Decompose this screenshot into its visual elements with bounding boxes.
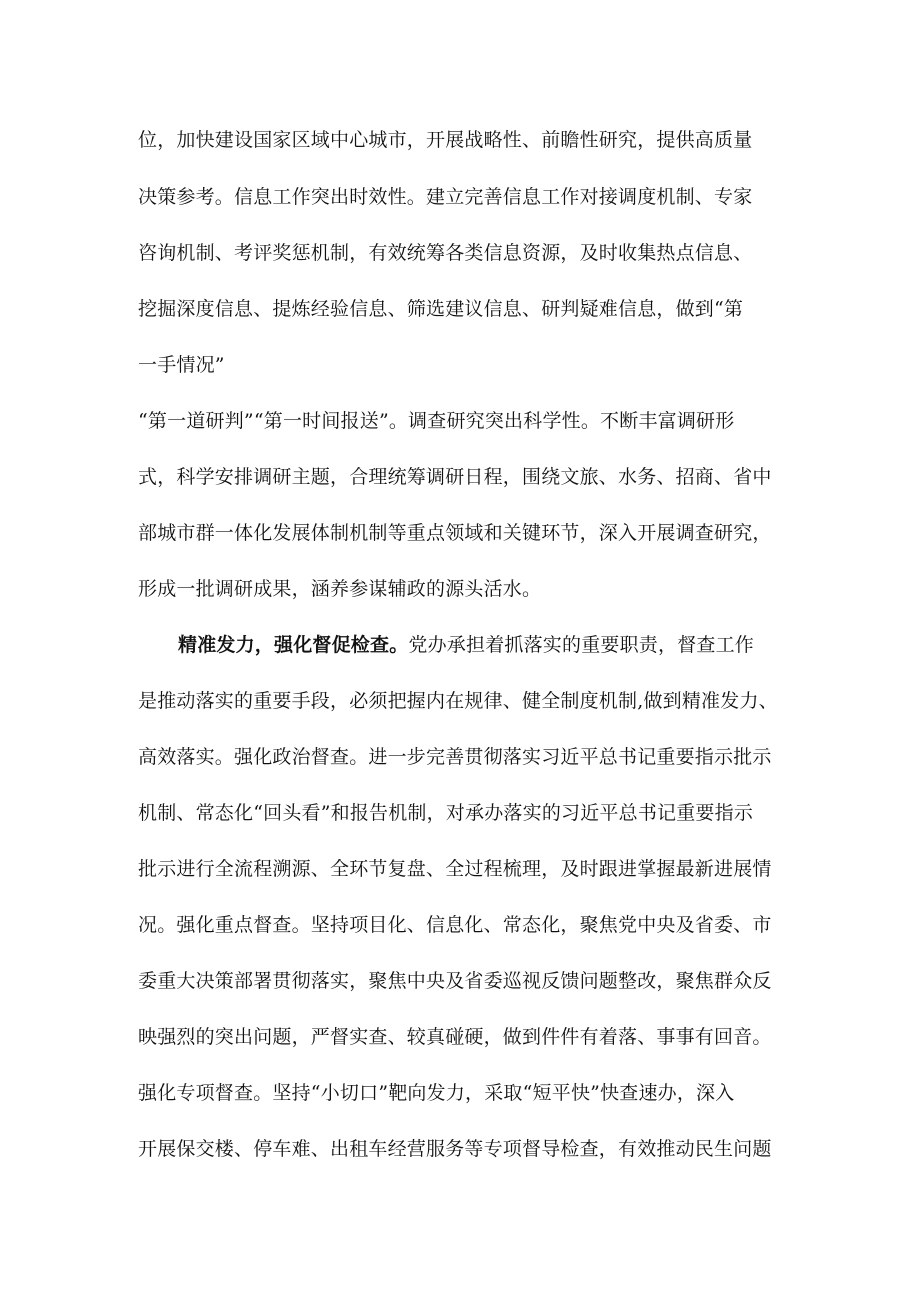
text-line: 映强烈的突出问题，严督实查、较真碰硬，做到件件有着落、事事有回音。 [138,1026,772,1048]
text-line: 委重大决策部署贯彻落实，聚焦中央及省委巡视反馈问题整改，聚焦群众反 [138,970,772,992]
text-line: 高效落实。强化政治督查。进一步完善贯彻落实习近平总书记重要指示批示 [138,746,772,768]
text-line: 批示进行全流程溯源、全环节复盘、全过程梳理，及时跟进掌握最新进展情 [138,858,772,880]
text-line: 是推动落实的重要手段，必须把握内在规律、健全制度机制,做到精准发力、 [138,690,778,712]
text-line: 咨询机制、考评奖惩机制，有效统筹各类信息资源，及时收集热点信息、 [138,242,753,264]
text-line: 一手情况” [138,354,225,376]
text-line: 决策参考。信息工作突出时效性。建立完善信息工作对接调度机制、专家 [138,186,753,208]
text-line: 机制、常态化“回头看”和报告机制，对承办落实的习近平总书记重要指示 [138,802,754,824]
text-line: 形成一批调研成果，涵养参谋辅政的源头活水。 [138,578,542,600]
text-line: “第一道研判”“第一时间报送”。调查研究突出科学性。不断丰富调研形 [138,410,735,432]
paragraph-heading-line [178,633,754,657]
text-line: 部城市群一体化发展体制机制等重点领域和关键环节，深入开展调查研究， [138,522,772,544]
text-line: 强化专项督查。坚持“小切口”靶向发力，采取“短平快”快查速办，深入 [138,1082,735,1104]
text-line: 况。强化重点督查。坚持项目化、信息化、常态化，聚焦党中央及省委、市 [138,914,772,936]
text-line: 挖掘深度信息、提炼经验信息、筛选建议信息、研判疑难信息，做到“第 [138,298,744,320]
text-line: 位，加快建设国家区域中心城市，开展战略性、前瞻性研究，提供高质量 [138,129,753,151]
heading-continuation: 党办承担着抓落实的重要职责，督查工作 [408,634,755,656]
text-line: 开展保交楼、停车难、出租车经营服务等专项督导检查，有效推动民生问题 [138,1138,772,1160]
section-heading: 精准发力，强化督促检查。 [178,634,409,656]
text-line: 式，科学安排调研主题，合理统筹调研日程，围绕文旅、水务、招商、省中 [138,466,772,488]
